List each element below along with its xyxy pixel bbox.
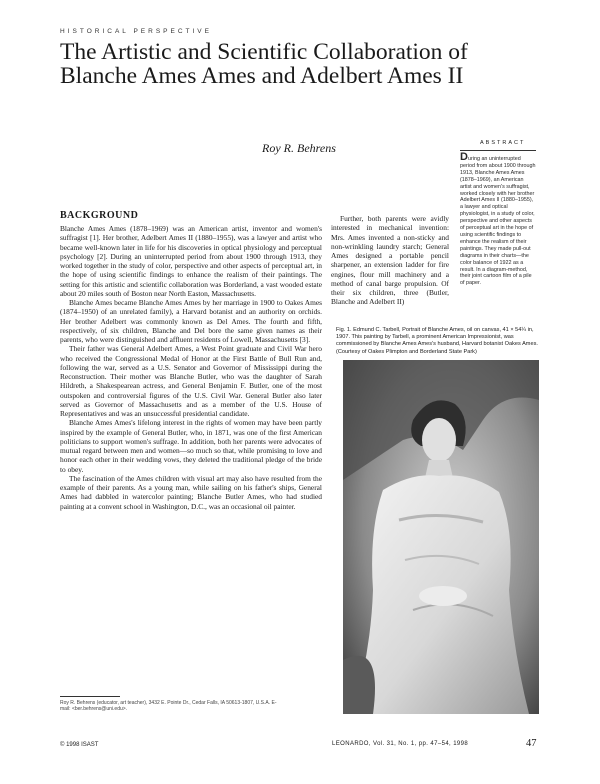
- body-column-right: [331, 214, 449, 307]
- body-paragraph: Their father was General Adelbert Ames, a West Point graduate and Civil War hero who received the Congressional Medal of Honor at the First Battle of Bull Run and, following the war, served as a U.S. Senator and Governor of Mississippi during the Reconstruction. Their mother was Blanche Butler, who was the daughter of Sarah Hildreth, a Shakespearean actress, and General Benjamin F. Butler, one of the most outspoken and controversial figures of the U.S. Civil War. General Butler also later served as Governor of Massachusetts and as a member of the U.S. House of Representatives and was an unsuccessful presidential candidate.: [60, 344, 322, 418]
- abstract-text: During an uninterrupted period from about 1900 through 1913, Blanche Ames Ames (1878–1969), an American artist and women's suffragist, worked closely with her brother Adelbert Ames II (1880–1955), a lawyer and optical physiologist, in a study of color, perspective and other aspects of perceptual art in the hope of using scientific findings to enhance the realism of their paintings. They made pull-out diagrams in their charts—the color balance of 1922 as a result. In a diagram-method, their joint cartoon film of a pile of paper.: [460, 151, 536, 287]
- footnote-divider: [60, 696, 120, 697]
- body-paragraph: Blanche Ames became Blanche Ames Ames by her marriage in 1900 to Oakes Ames (1874–1950) of an unrelated family), a Harvard botanist and an authority on orchids. Her brother Adelbert was commonly known as Del Ames. The fourth and fifth, respectively, of six children, Blanche and Del bore the same given names as their parents, who were distinguished and affluent residents of Lowell, Massachusetts [3].: [60, 298, 322, 344]
- author-footnote: Roy R. Behrens (educator, art teacher), 3432 E. Pointe Dr., Cedar Falls, IA 50613-1807, U.S.A. E-mail: <ber.behrens@uni.edu>.: [60, 700, 277, 712]
- abstract-label: ABSTRACT: [480, 140, 526, 146]
- section-heading: BACKGROUND: [60, 210, 139, 221]
- article-title: The Artistic and Scientific Collaboration of Blanche Ames Ames and Adelbert Ames II: [60, 39, 468, 89]
- copyright-notice: © 1998 ISAST: [60, 742, 99, 748]
- figure-caption: Fig. 1. Edmund C. Tarbell, Portrait of Blanche Ames, oil on canvas, 41 × 54¼ in, 1907. This painting by Tarbell, a prominent American Impressionist, was commissioned by Blanche Ames Ames's husband, Harvard botanist Oakes Ames. (Courtesy of Oakes Plimpton and Borderland State Park): [336, 327, 538, 355]
- section-kicker: HISTORICAL PERSPECTIVE: [60, 28, 212, 35]
- author-name: Roy R. Behrens: [262, 141, 336, 155]
- body-paragraph: Blanche Ames Ames's lifelong interest in the rights of women may have been partly inspired by the example of General Butler, who, in 1871, was one of the first American politicians to support women's suffrage. In addition, both her parents were advocates of mutual regard between men and women—so much so that, while promising to love and honor each other in their wedding vows, they deleted the traditional pledge of the bride to obey.: [60, 418, 322, 474]
- body-paragraph: Further, both parents were avidly interested in mechanical invention: Mrs. Ames invented a non-sticky and non-wrinkling laundry starch; General Ames designed a portable pencil sharpener, an extension ladder for fire engines, flour mill machinery and a method of canal barge propulsion. Of their six children, three (Butler, Blanche and Adelbert II): [331, 214, 449, 307]
- body-column-left: [60, 224, 322, 511]
- portrait-painting: [343, 360, 539, 714]
- body-paragraph: Blanche Ames Ames (1878–1969) was an American artist, inventor and women's suffragist [1]. Her brother, Adelbert Ames II (1880–1955), was a lawyer and artist who became well-known later in life for his discoveries in optical physiology and perceptual psychology [2]. During an uninterrupted period from about 1900 through 1913, they worked together in the study of color, perspective and other aspects of perceptual art, in the hope of using scientific findings to enhance the realism of their paintings. The setting for this artistic and scientific collaboration was Borderland, a vast wooded estate about 20 miles south of Boston near North Easton, Massachusetts.: [60, 224, 322, 298]
- journal-citation: LEONARDO, Vol. 31, No. 1, pp. 47–54, 1998: [332, 741, 469, 747]
- body-paragraph: The fascination of the Ames children with visual art may also have resulted from the example of their parents. As a young man, while sailing on his father's ships, General Ames had dabbled in watercolor painting; Blanche Butler Ames, who had studied painting at a convent school in Washington, D.C., was an occasional oil painter.: [60, 473, 322, 511]
- page-number: 47: [526, 738, 537, 749]
- abstract-divider: [460, 150, 536, 151]
